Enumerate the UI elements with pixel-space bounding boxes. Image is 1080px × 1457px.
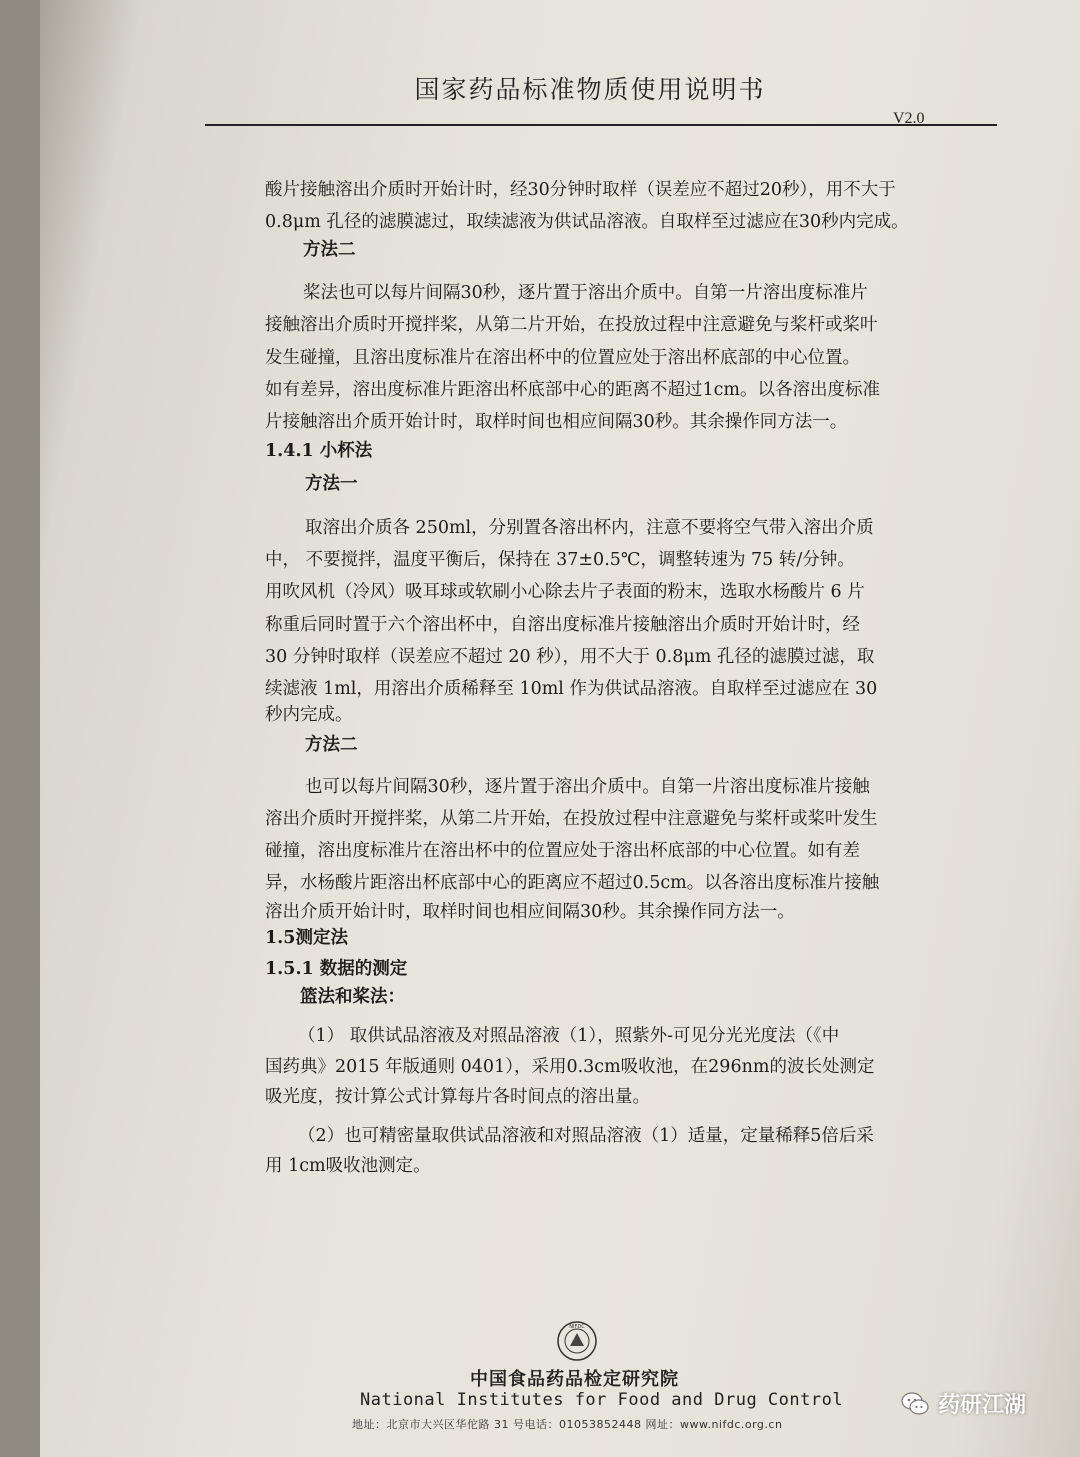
body-line: 30 分钟时取样（误差应不超过 20 秒），用不大于 0.8μm 孔径的滤膜过滤，取	[265, 647, 875, 667]
section-heading: 方法一	[305, 474, 358, 494]
section-heading: 1.5测定法	[265, 928, 348, 948]
org-address: 地址：北京市大兴区华佗路 31 号电话：01053852448 网址：www.nifdc.org.cn	[352, 1418, 783, 1431]
version-label: V2.0	[893, 110, 925, 127]
section-heading: 方法二	[303, 240, 356, 260]
body-line: 溶出介质开始计时，取样时间也相应间隔30秒。其余操作同方法一。	[265, 902, 795, 922]
body-line: 桨法也可以每片间隔30秒，逐片置于溶出介质中。自第一片溶出度标准片	[303, 283, 868, 303]
body-line: 用吹风机（冷风）吸耳球或软刷小心除去片子表面的粉末，选取水杨酸片 6 片	[265, 582, 865, 602]
body-line: 称重后同时置于六个溶出杯中，自溶出度标准片接触溶出介质时开始计时，经	[265, 615, 860, 635]
body-line: 秒内完成。	[265, 705, 353, 725]
logo-text: NIFDC	[569, 1324, 585, 1330]
document-title: 国家药品标准物质使用说明书	[414, 75, 766, 104]
body-line: （1） 取供试品溶液及对照品溶液（1），照紫外-可见分光光度法（《中	[298, 1026, 840, 1046]
section-heading: 方法二	[305, 735, 358, 755]
body-line: 吸光度，按计算公式计算每片各时间点的溶出量。	[265, 1087, 650, 1107]
wechat-watermark	[900, 1388, 1026, 1419]
section-heading: 1.5.1 数据的测定	[265, 959, 408, 979]
body-line: 也可以每片间隔30秒，逐片置于溶出介质中。自第一片溶出度标准片接触	[305, 777, 870, 797]
org-name-cn: 中国食品药品检定研究院	[470, 1369, 679, 1390]
body-line: 续滤液 1ml，用溶出介质稀释至 10ml 作为供试品溶液。自取样至过滤应在 30	[265, 679, 878, 699]
body-line: （2）也可精密量取供试品溶液和对照品溶液（1）适量，定量稀释5倍后采	[298, 1126, 874, 1146]
body-line: 发生碰撞，且溶出度标准片在溶出杯中的位置应处于溶出杯底部的中心位置。	[265, 348, 860, 368]
header-rule	[205, 124, 997, 126]
body-line: 酸片接触溶出介质时开始计时，经30分钟时取样（误差应不超过20秒），用不大于	[265, 180, 896, 200]
body-line: 国药典》2015 年版通则 0401），采用0.3cm吸收池，在296nm的波长处测定	[265, 1057, 875, 1077]
org-name-en: National Institutes for Food and Drug Control	[360, 1390, 844, 1410]
watermark-text: 药研江湖	[938, 1393, 1027, 1418]
wechat-icon	[900, 1389, 930, 1419]
section-heading: 篮法和桨法：	[300, 987, 405, 1007]
body-line: 0.8μm 孔径的滤膜滤过，取续滤液为供试品溶液。自取样至过滤应在30秒内完成。	[265, 212, 909, 232]
nifdc-logo-icon	[556, 1320, 598, 1362]
body-line: 片接触溶出介质开始计时，取样时间也相应间隔30秒。其余操作同方法一。	[265, 412, 848, 432]
body-line: 用 1cm吸收池测定。	[265, 1156, 431, 1176]
body-line: 如有差异，溶出度标准片距溶出杯底部中心的距离不超过1cm。以各溶出度标准	[265, 380, 881, 400]
body-line: 中， 不要搅拌，温度平衡后，保持在 37±0.5℃，调整转速为 75 转/分钟。	[265, 550, 855, 570]
body-line: 碰撞，溶出度标准片在溶出杯中的位置应处于溶出杯底部的中心位置。如有差	[265, 841, 860, 861]
body-line: 取溶出介质各 250ml，分别置各溶出杯内，注意不要将空气带入溶出介质	[305, 518, 874, 538]
body-line: 溶出介质时开搅拌桨，从第二片开始，在投放过程中注意避免与桨杆或桨叶发生	[265, 809, 878, 829]
body-line: 接触溶出介质时开搅拌桨，从第二片开始，在投放过程中注意避免与桨杆或桨叶	[265, 315, 878, 335]
section-heading: 1.4.1 小杯法	[265, 441, 373, 461]
body-line: 异，水杨酸片距溶出杯底部中心的距离应不超过0.5cm。以各溶出度标准片接触	[265, 873, 880, 893]
